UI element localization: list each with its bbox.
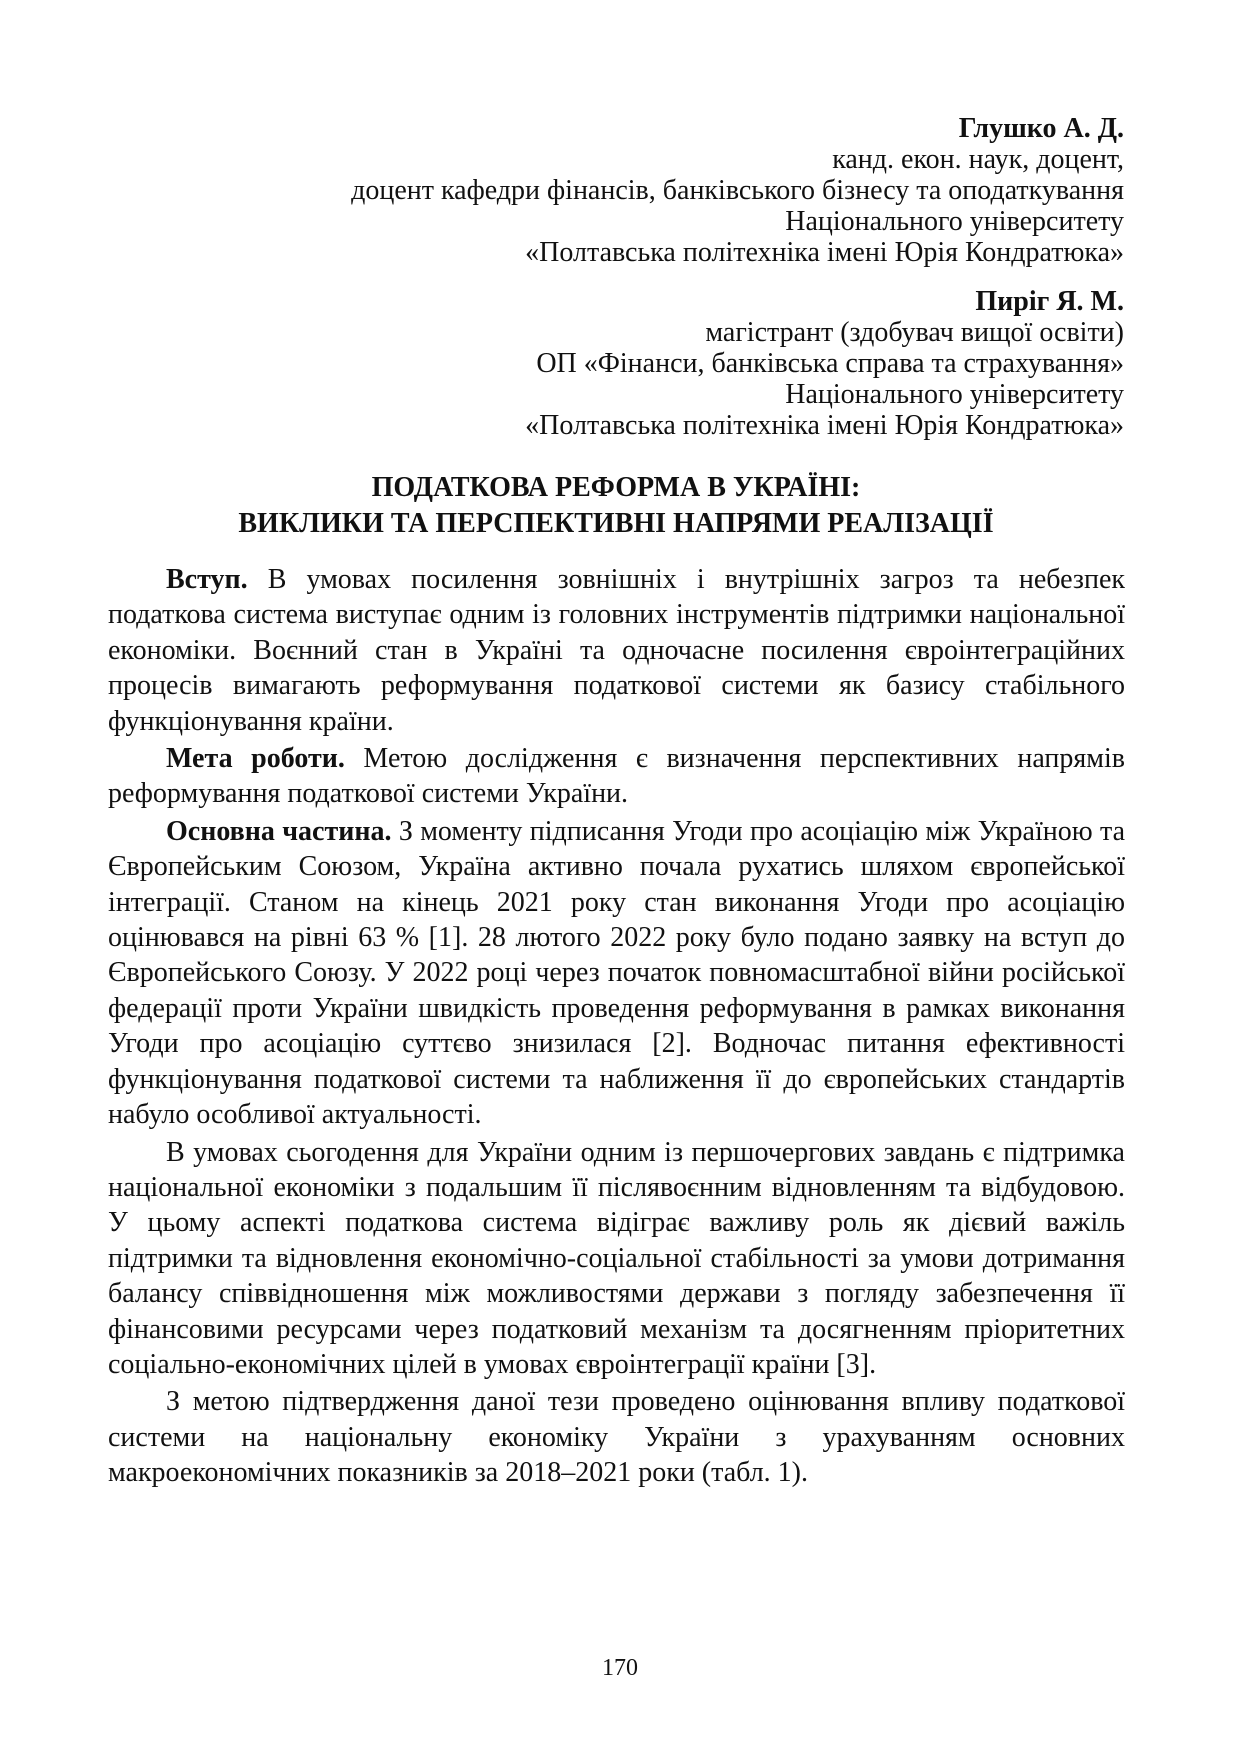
author-university-name: «Полтавська політехніка імені Юрія Кондратюка» <box>525 237 1124 268</box>
paragraph-aim <box>108 741 1125 812</box>
author-university-name: «Полтавська політехніка імені Юрія Кондратюка» <box>525 410 1124 441</box>
author-university: Національного університету <box>785 379 1124 410</box>
paragraph-lead: Вступ. <box>166 564 248 595</box>
author-degree: магістрант (здобувач вищої освіти) <box>705 317 1124 348</box>
paragraph-text: В умовах сьогодення для України одним із першочергових завдань є підтримка національної економіки з подальшим її післявоєнним відновленням та відбудовою. У цьому аспекті податкова система відіграє важливу роль як дієвий важіль підтримки та відновлення економічно-соціальної стабільності за умови дотримання балансу співвідношення між можливостями держави з погляду забезпечення її фінансовими ресурсами через податковий механізм та досягненням пріоритетних соціально-економічних цілей в умовах євроінтеграції країни [3]. <box>108 1136 1125 1380</box>
paragraph-main-part <box>108 814 1125 1133</box>
author-position: доцент кафедри фінансів, банківського бізнесу та оподаткування <box>351 175 1124 206</box>
author-name: Глушко А. Д. <box>958 113 1124 144</box>
paragraph-lead: Основна частина. <box>166 815 392 847</box>
paper-title-line-2: ВИКЛИКИ ТА ПЕРСПЕКТИВНІ НАПРЯМИ РЕАЛІЗАЦІЇ <box>238 508 994 539</box>
paragraph-text: З метою підтвердження даної тези проведено оцінювання впливу податкової системи на національну економіку України з урахуванням основних макроекономічних показників за 2018–2021 роки (табл. 1). <box>108 1386 1125 1489</box>
paper-body <box>108 562 1125 1491</box>
paper-title-line-1: ПОДАТКОВА РЕФОРМА В УКРАЇНІ: <box>371 472 861 503</box>
author-block-2 <box>124 286 1124 441</box>
paragraph-text: З моменту підписання Угоди про асоціацію між Україною та Європейським Союзом, Україна активно почала рухатись шляхом європейської інтеграції. Станом на кінець 2021 року стан виконання Угоди про асоціацію оцінювався на рівні 63 % [1]. 28 лютого 2022 року було подано заявку на вступ до Європейського Союзу. У 2022 році через початок повномасштабної війни російської федерації проти України швидкість проведення реформування в рамках виконання Угоди про асоціацію суттєво знизилася [2]. Водночас питання ефективності функціонування податкової системи та наближення її до європейських стандартів набуло особливої актуальності. <box>108 815 1125 1131</box>
author-degree: канд. екон. наук, доцент, <box>832 144 1124 175</box>
author-university: Національного університету <box>785 206 1124 237</box>
author-program: ОП «Фінанси, банківська справа та страхування» <box>536 348 1124 379</box>
paragraph-introduction <box>108 562 1125 739</box>
paragraph-text: В умовах посилення зовнішніх і внутрішніх загроз та небезпек податкова система виступає одним із головних інструментів підтримки національної економіки. Воєнний стан в Україні та одночасне посилення євроінтеграційних процесів вимагають реформування податкової системи як базису стабільного функціонування країни. <box>108 564 1125 737</box>
paragraph <box>108 1135 1125 1383</box>
paragraph <box>108 1384 1125 1490</box>
paper-title <box>108 470 1124 542</box>
author-block-1 <box>124 113 1124 268</box>
page-number: 170 <box>602 1655 638 1681</box>
paragraph-text: Метою дослідження є визначення перспективних напрямів реформування податкової системи України. <box>108 743 1125 810</box>
paragraph-lead: Мета роботи. <box>166 743 345 775</box>
author-name: Пиріг Я. М. <box>975 286 1124 317</box>
